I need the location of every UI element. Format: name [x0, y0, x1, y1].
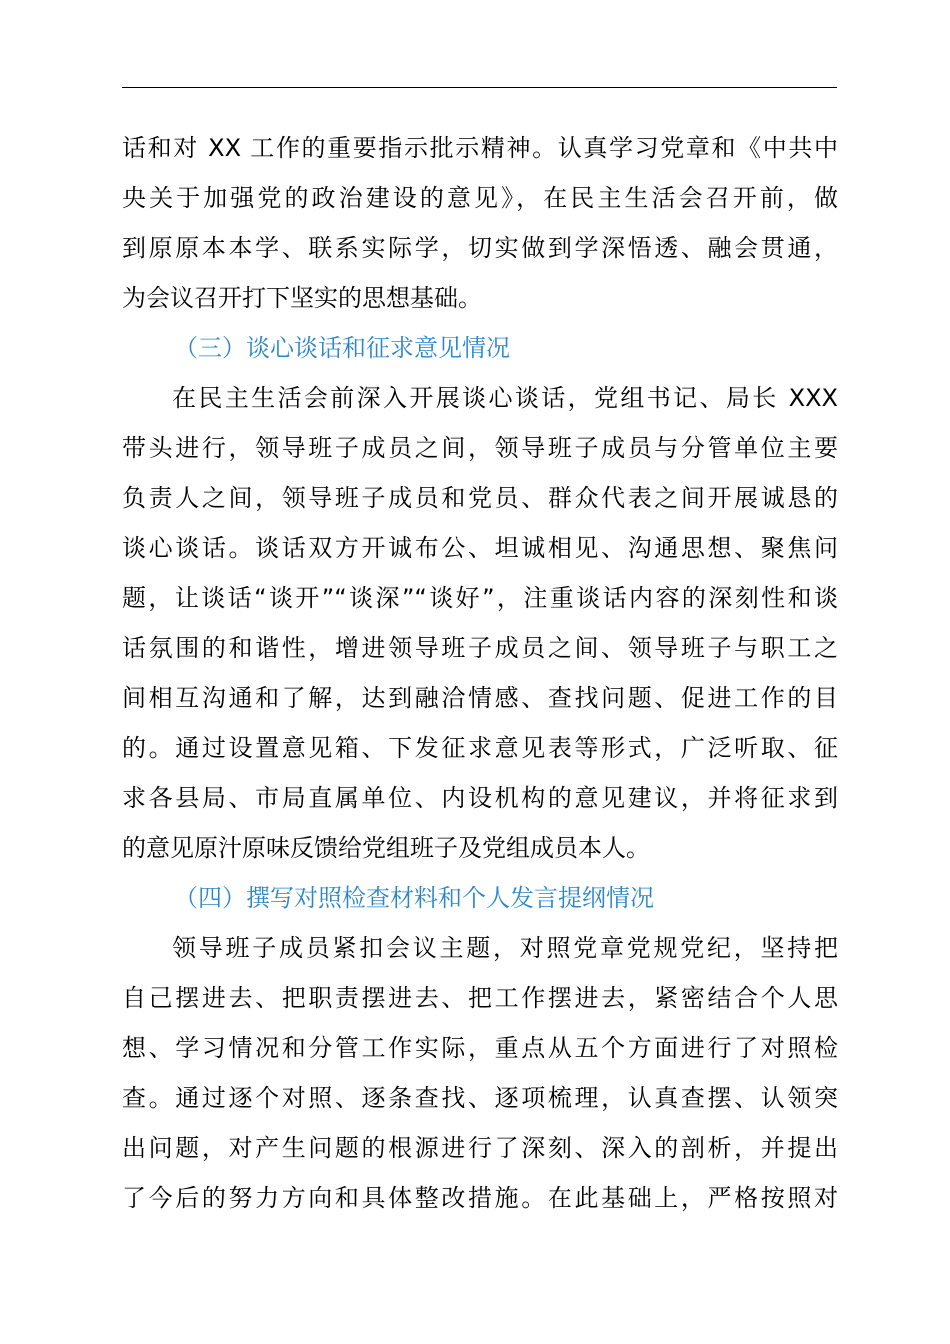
document-body: [122, 123, 838, 1223]
paragraph-line: 间相互沟通和了解，达到融洽情感、查找问题、促进工作的目: [122, 684, 838, 712]
paragraph-line: 自己摆进去、把职责摆进去、把工作摆进去，紧密结合个人思: [122, 984, 838, 1012]
paragraph-3: [122, 923, 838, 1223]
paragraph-line: 话和对 XX 工作的重要指示批示精神。认真学习党章和《中共中: [122, 134, 838, 162]
paragraph-line: 的。通过设置意见箱、下发征求意见表等形式，广泛听取、征: [122, 734, 838, 762]
paragraph-line: 查。通过逐个对照、逐条查找、逐项梳理，认真查摆、认领突: [122, 1084, 838, 1112]
paragraph-line: 谈心谈话。谈话双方开诚布公、坦诚相见、沟通思想、聚焦问: [122, 534, 838, 562]
paragraph-line: 求各县局、市局直属单位、内设机构的意见建议，并将征求到: [122, 784, 838, 812]
section-heading-3: （三）谈心谈话和征求意见情况: [174, 334, 510, 362]
paragraph-line: 领导班子成员紧扣会议主题，对照党章党规党纪，坚持把: [172, 934, 838, 962]
paragraph-line: 带头进行，领导班子成员之间，领导班子成员与分管单位主要: [122, 434, 838, 462]
paragraph-1: [122, 123, 838, 323]
paragraph-line: 到原原本本学、联系实际学，切实做到学深悟透、融会贯通，: [122, 234, 838, 262]
paragraph-line: 为会议召开打下坚实的思想基础。: [122, 284, 482, 312]
paragraph-line: 负责人之间，领导班子成员和党员、群众代表之间开展诚恳的: [122, 484, 838, 512]
paragraph-line: 的意见原汁原味反馈给党组班子及党组成员本人。: [122, 834, 650, 862]
paragraph-2: [122, 373, 838, 873]
paragraph-line: 想、学习情况和分管工作实际，重点从五个方面进行了对照检: [122, 1034, 838, 1062]
paragraph-line: 话氛围的和谐性，增进领导班子成员之间、领导班子与职工之: [122, 634, 838, 662]
paragraph-line: 在民主生活会前深入开展谈心谈话，党组书记、局长 XXX: [172, 384, 838, 412]
paragraph-line: 了今后的努力方向和具体整改措施。在此基础上，严格按照对: [122, 1184, 838, 1212]
paragraph-line: 出问题，对产生问题的根源进行了深刻、深入的剖析，并提出: [122, 1134, 838, 1162]
paragraph-line: 央关于加强党的政治建设的意见》，在民主生活会召开前，做: [122, 184, 838, 212]
section-heading-4: （四）撰写对照检查材料和个人发言提纲情况: [174, 884, 654, 912]
paragraph-line: 题，让谈话“谈开”“谈深”“谈好”，注重谈话内容的深刻性和谈: [122, 584, 838, 612]
header-rule: [122, 87, 837, 88]
